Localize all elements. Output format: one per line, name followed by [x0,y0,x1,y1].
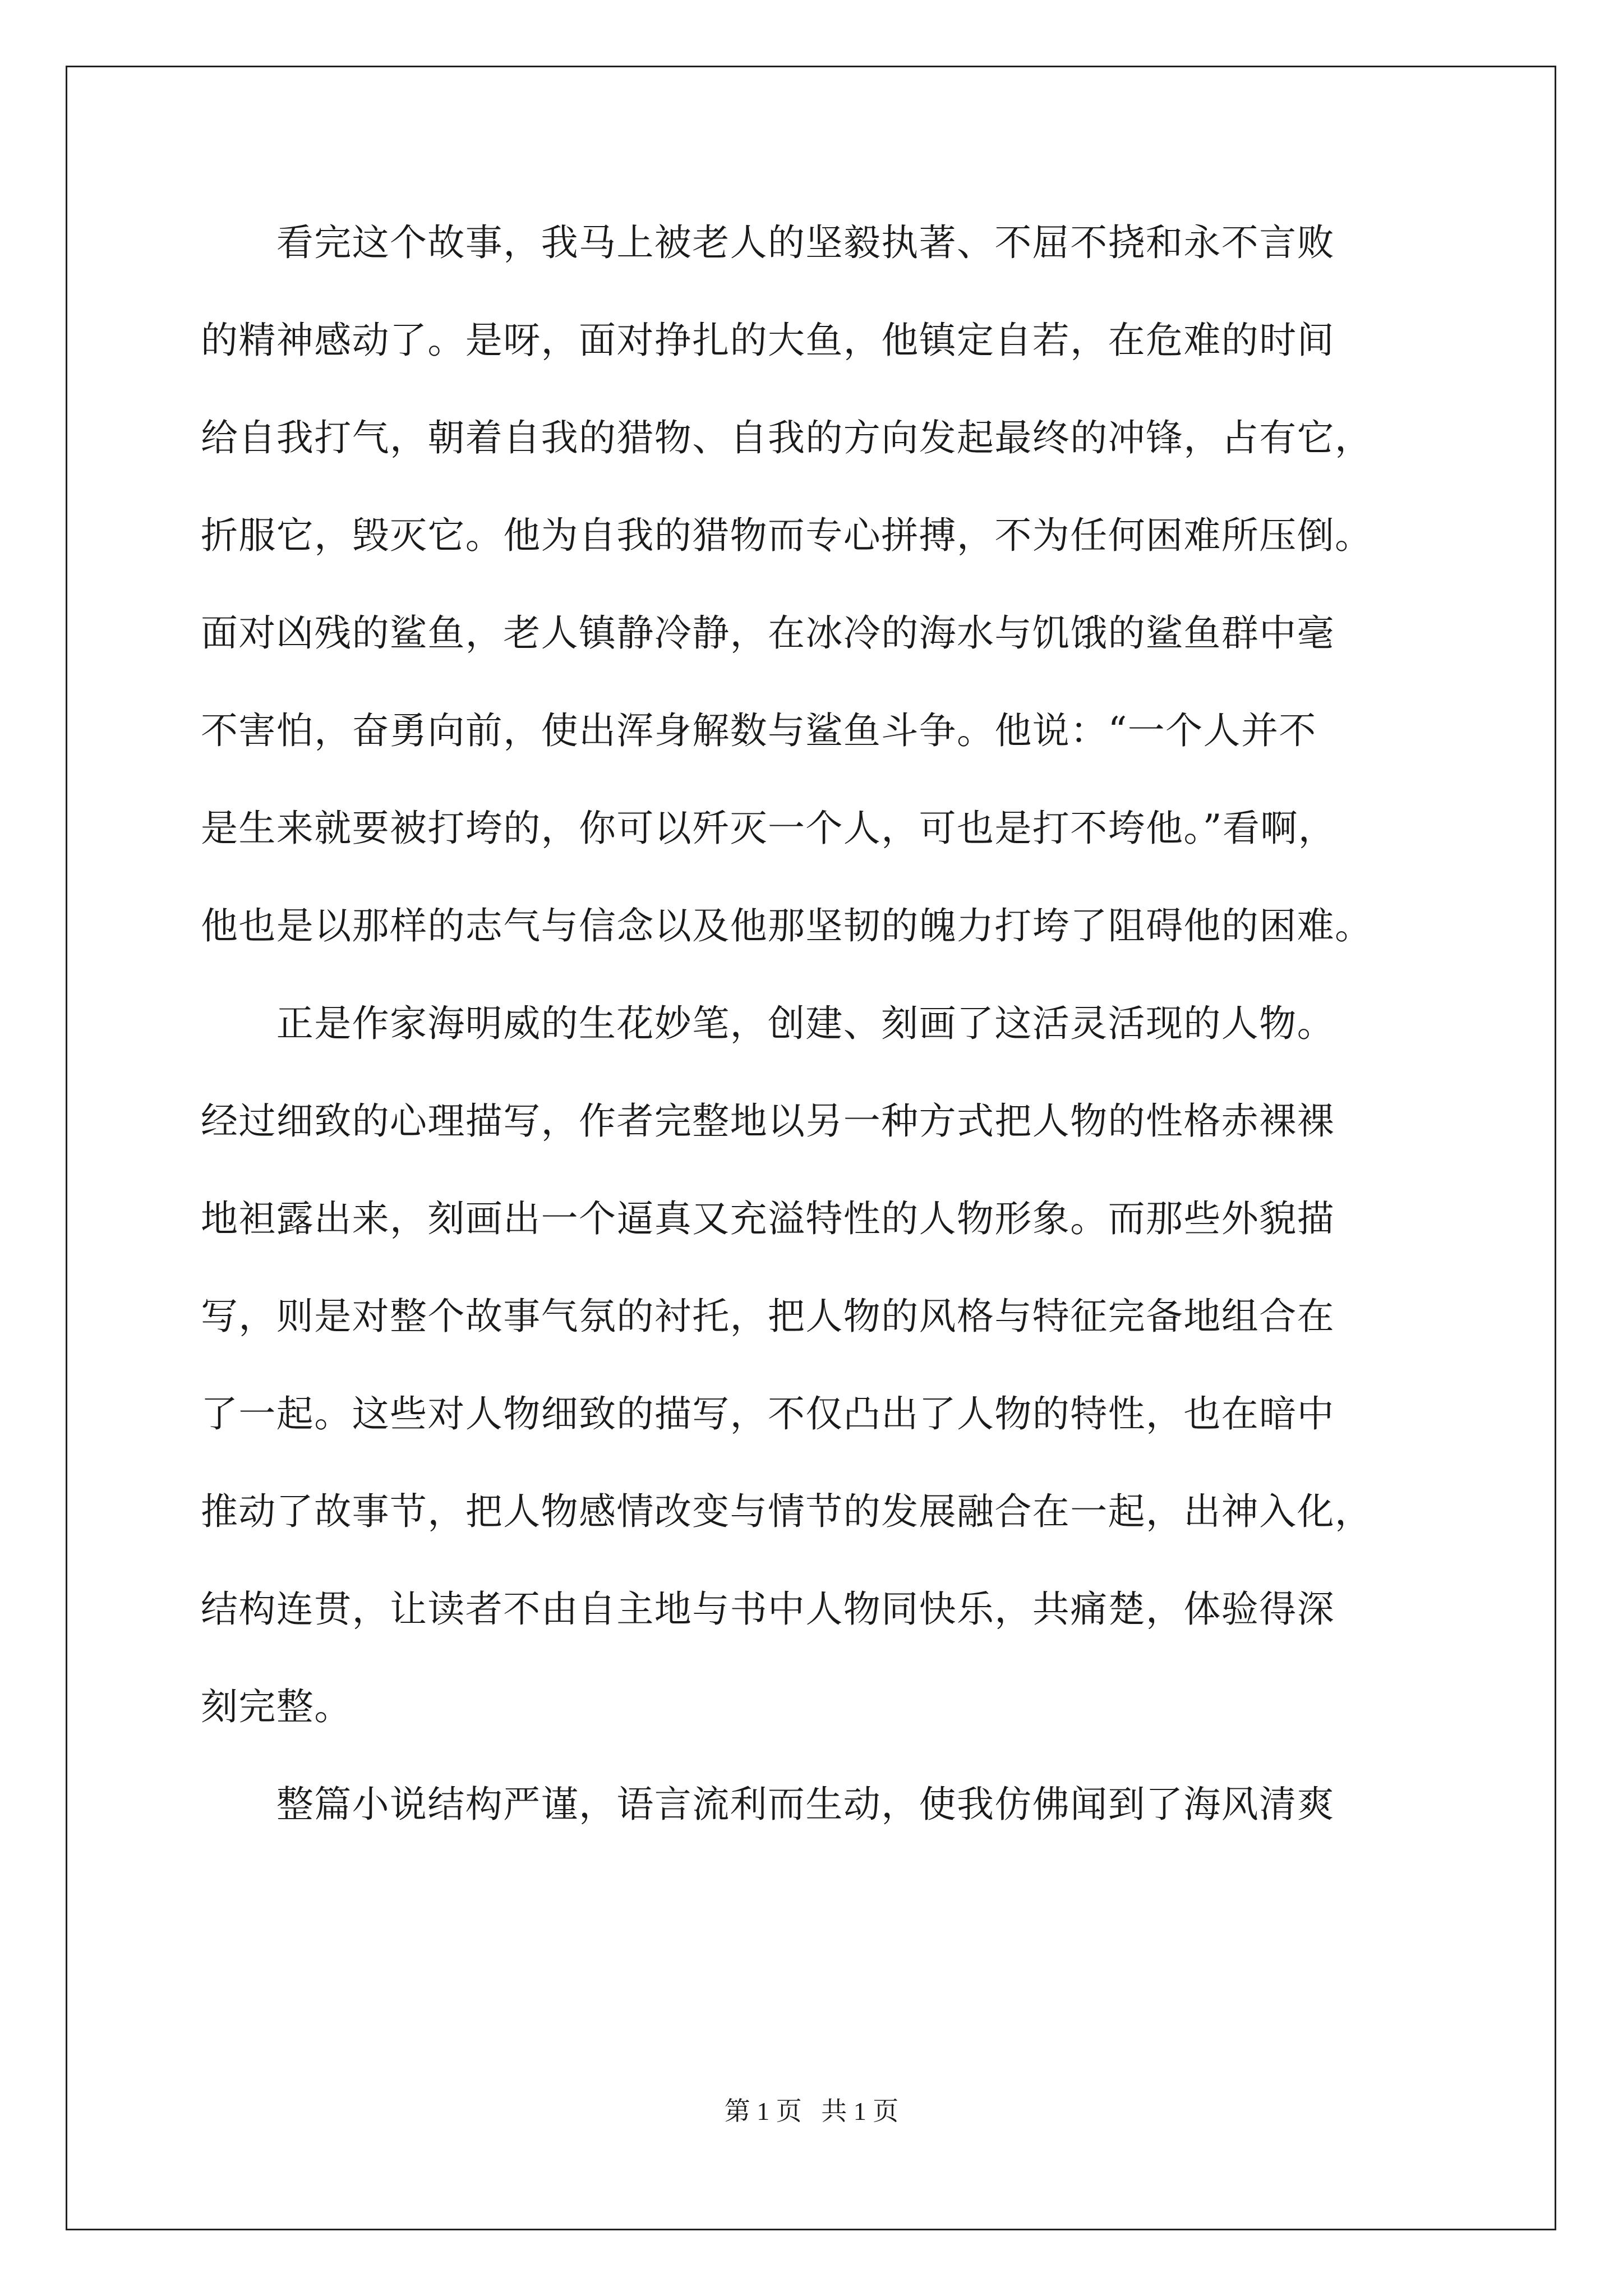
text-line: 了一起。这些对人物细致的描写，不仅凸出了人物的特性，也在暗中 [201,1392,1335,1435]
text-line: 写，则是对整个故事气氛的衬托，把人物的风格与特征完备地组合在 [201,1295,1335,1338]
text-line: 折服它，毁灭它。他为自我的猎物而专心拼搏，不为任何困难所压倒。 [201,514,1373,557]
page-border [66,66,1556,2230]
text-line: 的精神感动了。是呀，面对挣扎的大鱼，他镇定自若，在危难的时间 [201,319,1335,362]
text-line: 面对凶残的鲨鱼，老人镇静冷静，在冰冷的海水与饥饿的鲨鱼群中毫 [201,611,1335,655]
text-line: 是生来就要被打垮的，你可以歼灭一个人，可也是打不垮他。”看啊， [201,807,1336,850]
text-line: 正是作家海明威的生花妙笔，创建、刻画了这活灵活现的人物。 [201,1002,1335,1045]
text-line: 给自我打气，朝着自我的猎物、自我的方向发起最终的冲锋，占有它， [201,416,1373,459]
text-line: 地袒露出来，刻画出一个逼真又充溢特性的人物形象。而那些外貌描 [201,1197,1335,1240]
text-line: 结构连贯，让读者不由自主地与书中人物同快乐，共痛楚，体验得深 [201,1588,1335,1631]
page-footer: 第 1 页 共 1 页 [724,2097,899,2125]
text-line: 不害怕，奋勇向前，使出浑身解数与鲨鱼斗争。他说：“一个人并不 [201,709,1317,752]
text-line: 刻完整。 [201,1685,352,1728]
text-line: 推动了故事节，把人物感情改变与情节的发展融合在一起，出神入化， [201,1490,1373,1533]
text-line: 看完这个故事，我马上被老人的坚毅执著、不屈不挠和永不言败 [201,221,1335,264]
text-line: 经过细致的心理描写，作者完整地以另一种方式把人物的性格赤裸裸 [201,1099,1335,1143]
text-line: 整篇小说结构严谨，语言流利而生动，使我仿佛闻到了海风清爽 [201,1783,1335,1826]
text-line: 他也是以那样的志气与信念以及他那坚韧的魄力打垮了阻碍他的困难。 [201,904,1373,947]
